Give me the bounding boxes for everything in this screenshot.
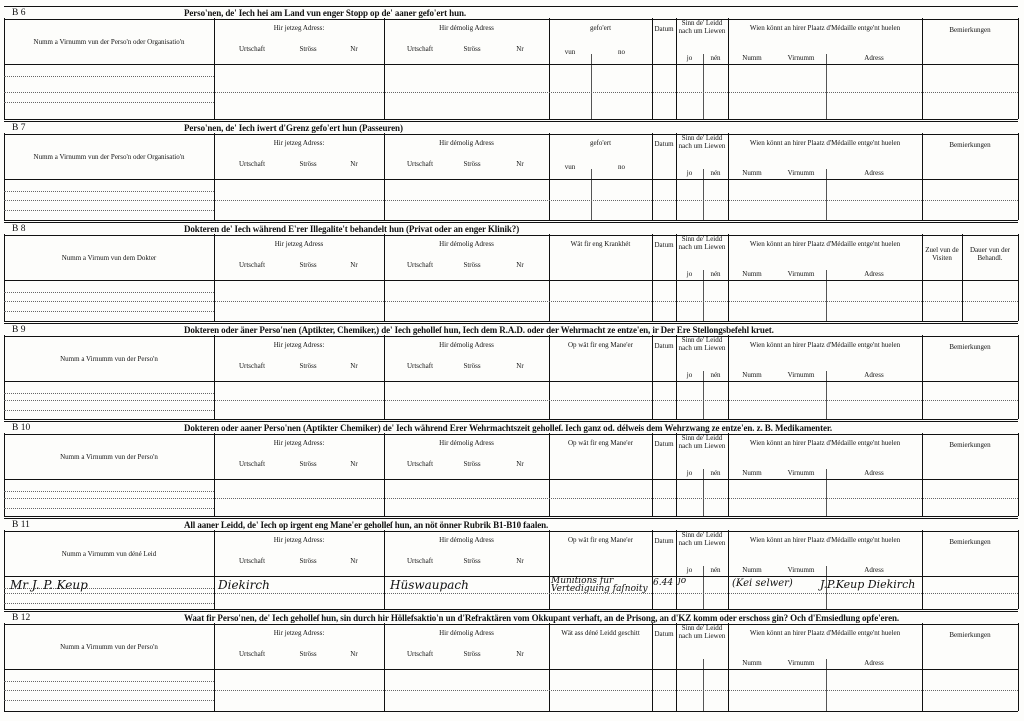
column-rule <box>549 433 550 516</box>
row-rule <box>4 311 214 312</box>
former-address-nr: Nr <box>516 362 524 370</box>
form-page <box>4 3 1020 715</box>
recipient-firstname: Virnumm <box>787 169 815 177</box>
section-b7 <box>4 121 1018 220</box>
third-sub-from: vun <box>564 48 576 56</box>
datum-header: Datum <box>654 241 674 249</box>
column-rule <box>1018 234 1019 321</box>
recipient-address: Adress <box>864 659 884 667</box>
former-address-header: Hir démolig Adress <box>439 139 494 147</box>
column-rule <box>549 18 550 119</box>
former-address-ortschaft: Urtschaft <box>406 650 434 658</box>
section-grid <box>4 433 1018 517</box>
recipient-address: Adress <box>864 270 884 278</box>
current-address-ortschaft: Urtschaft <box>238 557 266 565</box>
datum-header: Datum <box>654 537 674 545</box>
recipient-firstname: Virnumm <box>787 566 815 574</box>
handwritten-street: Hüswaupach <box>390 578 469 592</box>
current-address-strooss: Ströss <box>299 557 317 565</box>
section-b12 <box>4 611 1018 711</box>
former-address-strooss: Ströss <box>463 650 481 658</box>
current-address-header: Hir jetzeg Adress: <box>273 24 325 32</box>
section-id: B 11 <box>12 520 30 530</box>
row-rule <box>4 381 1018 382</box>
current-address-ortschaft: Urtschaft <box>238 362 266 370</box>
current-address-ortschaft: Urtschaft <box>238 45 266 53</box>
section-title: All aaner Leidd, de' Iech op irgent eng Mane'er geholleſ hun, an nöt önner Rubrik B1-B10 faalen. <box>184 520 549 530</box>
alive-header: Sinn de' Leidd nach um Liewen <box>678 19 726 35</box>
former-address-strooss: Ströss <box>463 261 481 269</box>
name-column-header: Numm a Virnumm vun der Perso'n <box>60 355 158 363</box>
alive-header: Sinn de' Leidd nach um Liewen <box>678 531 726 547</box>
row-rule <box>4 400 1018 401</box>
row-rule <box>4 508 214 509</box>
current-address-ortschaft: Urtschaft <box>238 650 266 658</box>
recipient-name: Numm <box>742 54 762 62</box>
recipient-firstname: Virnumm <box>787 54 815 62</box>
alive-no: nén <box>710 270 721 278</box>
former-address-nr: Nr <box>516 261 524 269</box>
recipient-firstname: Virnumm <box>787 659 815 667</box>
row-rule <box>4 92 1018 93</box>
recipient-address: Adress <box>864 54 884 62</box>
current-address-header: Hir jetzeg Adress: <box>273 536 325 544</box>
current-address-ortschaft: Urtschaft <box>238 460 266 468</box>
current-address-nr: Nr <box>350 261 358 269</box>
column-rule <box>652 18 653 119</box>
third-sub-to: no <box>618 48 625 56</box>
column-rule <box>549 234 550 321</box>
section-grid <box>4 133 1018 221</box>
current-address-nr: Nr <box>350 557 358 565</box>
column-rule <box>4 623 5 711</box>
section-id: B 12 <box>12 613 31 623</box>
former-address-strooss: Ströss <box>463 362 481 370</box>
column-rule <box>549 623 550 711</box>
column-rule <box>1018 530 1019 609</box>
remarks-header: Bemierkungen <box>949 141 991 149</box>
column-rule <box>591 169 592 220</box>
handwritten-date: 6.44 <box>653 578 674 588</box>
section-title: Dokteren oder aaner Perso'nen (Aptikter Chemiker) de' Iech während Erer Wehrmachtszeit geholleſ. Iech ganz od. délweis dem Wehrzwang ze entze'en. z. B. Medikamenter. <box>184 423 833 433</box>
recipient-firstname: Virnumm <box>787 371 815 379</box>
row-rule <box>4 179 1018 180</box>
section-id: B 7 <box>12 123 26 133</box>
third-column-header: Op wät fir eng Mane'er <box>567 439 633 447</box>
remarks-header: Bemierkungen <box>949 441 991 449</box>
section-id: B 6 <box>12 8 26 18</box>
column-rule <box>1018 623 1019 711</box>
recipient-name: Numm <box>742 270 762 278</box>
former-address-header: Hir démolig Adress <box>439 439 494 447</box>
section-grid <box>4 623 1018 712</box>
former-address-nr: Nr <box>516 460 524 468</box>
section-grid <box>4 234 1018 322</box>
former-address-strooss: Ströss <box>463 557 481 565</box>
alive-no: nén <box>710 54 721 62</box>
current-address-header: Hir jetzeg Adress: <box>273 439 325 447</box>
name-column-header: Numm a Virnumm vun der Perso'n oder Organisatio'n <box>33 38 185 46</box>
recipient-name: Numm <box>742 659 762 667</box>
section-title: Perso'nen, de' Iech iwert d'Grenz gefo'ert hun (Passeuren) <box>184 123 403 133</box>
row-rule <box>4 681 214 682</box>
row-rule <box>4 479 1018 480</box>
handwritten-alive: jo <box>678 576 687 586</box>
section-id: B 9 <box>12 325 26 335</box>
handwritten-who-name: J.P.Keup Diekirch <box>820 578 916 591</box>
column-rule <box>549 133 550 220</box>
remarks-header: Bemierkungen <box>949 343 991 351</box>
column-rule <box>728 623 729 711</box>
third-column-header: Op wät fir eng Mane'er <box>567 536 633 544</box>
current-address-nr: Nr <box>350 650 358 658</box>
current-address-strooss: Ströss <box>299 45 317 53</box>
medal-recipient-header: Wien könnt an hirer Plaatz d'Médaille entge'nt huelen <box>749 24 901 32</box>
row-rule <box>4 669 1018 670</box>
current-address-strooss: Ströss <box>299 362 317 370</box>
name-column-header: Numm a Virnumm vun der Perso'n <box>60 643 158 651</box>
alive-yes: jo <box>686 270 693 278</box>
section-b9 <box>4 323 1018 419</box>
former-address-strooss: Ströss <box>463 160 481 168</box>
current-address-nr: Nr <box>350 45 358 53</box>
alive-header: Sinn de' Leidd nach um Liewen <box>678 624 726 640</box>
alive-yes: jo <box>686 469 693 477</box>
third-column-header: gefo'ert <box>589 139 612 147</box>
former-address-header: Hir démolig Adress <box>439 536 494 544</box>
alive-header: Sinn de' Leidd nach um Liewen <box>678 336 726 352</box>
datum-header: Datum <box>654 342 674 350</box>
medal-recipient-header: Wien könnt an hirer Plaatz d'Médaille entge'nt huelen <box>749 139 901 147</box>
name-column-header: Numm a Virnumm vun der Perso'n <box>60 453 158 461</box>
column-rule <box>384 18 385 119</box>
alive-yes: jo <box>686 54 693 62</box>
name-column-header: Numm a Virnumm vun der Perso'n oder Organisatio'n <box>33 153 185 161</box>
former-address-header: Hir démolig Adress <box>439 629 494 637</box>
alive-yes: jo <box>686 566 693 574</box>
section-b10 <box>4 421 1018 516</box>
alive-header: Sinn de' Leidd nach um Liewen <box>678 134 726 150</box>
current-address-nr: Nr <box>350 460 358 468</box>
row-rule <box>4 576 1018 577</box>
former-address-strooss: Ströss <box>463 460 481 468</box>
name-column-header: Numm a Virnumm vun déné Leid <box>61 550 157 558</box>
current-address-header: Hir jetzeg Adress: <box>273 139 325 147</box>
row-rule <box>4 593 1018 594</box>
row-rule <box>4 690 1018 691</box>
medal-recipient-header: Wien könnt an hirer Plaatz d'Médaille entge'nt huelen <box>749 240 901 248</box>
former-address-header: Hir démolig Adress <box>439 240 494 248</box>
current-address-nr: Nr <box>350 160 358 168</box>
column-rule <box>549 530 550 609</box>
row-rule <box>4 301 1018 302</box>
section-title: Waat fir Perso'nen, de' Iech geholleſ hun, sin durch hir Höllefsaktio'n un d'Refraktären vom Okkupant verhaft, an de Prisong, an d'KZ komm oder erschoss gin? Och d'Emsiedlung opfe'eren. <box>184 613 900 623</box>
former-address-strooss: Ströss <box>463 45 481 53</box>
row-rule <box>4 603 214 604</box>
row-rule <box>4 410 214 411</box>
column-rule <box>4 133 5 220</box>
handwritten-who: (Kei selwer) <box>732 578 793 589</box>
former-address-nr: Nr <box>516 650 524 658</box>
former-address-nr: Nr <box>516 160 524 168</box>
row-rule <box>4 76 214 77</box>
recipient-firstname: Virnumm <box>787 270 815 278</box>
datum-header: Datum <box>654 440 674 448</box>
section-title: Perso'nen, de' Iech hei am Land vun enger Stopp op de' aaner gefo'ert hun. <box>184 8 467 18</box>
section-title: Dokteren de' Iech während E'rer Illegalite't behandelt hun (Privat oder an enger Klinik?) <box>184 224 520 234</box>
recipient-name: Numm <box>742 169 762 177</box>
alive-no: nén <box>710 469 721 477</box>
section-grid <box>4 18 1018 120</box>
former-address-ortschaft: Urtschaft <box>406 45 434 53</box>
recipient-address: Adress <box>864 469 884 477</box>
row-rule <box>4 200 1018 201</box>
third-column-header: Wät fir eng Krankhét <box>570 240 631 248</box>
row-rule <box>4 102 214 103</box>
row-rule <box>4 191 214 192</box>
column-rule <box>214 18 215 119</box>
current-address-header: Hir jetzeg Adress <box>274 240 324 248</box>
recipient-name: Numm <box>742 371 762 379</box>
alive-no: nén <box>710 169 721 177</box>
section-b11 <box>4 518 1018 609</box>
row-rule <box>4 280 1018 281</box>
former-address-ortschaft: Urtschaft <box>406 261 434 269</box>
alive-header: Sinn de' Leidd nach um Liewen <box>678 235 726 251</box>
former-address-nr: Nr <box>516 45 524 53</box>
column-rule <box>549 335 550 419</box>
column-rule <box>1018 133 1019 220</box>
medal-recipient-header: Wien könnt an hirer Plaatz d'Médaille entge'nt huelen <box>749 341 901 349</box>
visits-header: Zuel vun de Visiten <box>925 246 959 262</box>
remarks-header: Bemierkungen <box>949 26 991 34</box>
handwritten-manner: Munitions für Vertediguing faſnoity <box>551 576 648 594</box>
datum-header: Datum <box>654 630 674 638</box>
third-sub-to: no <box>618 163 625 171</box>
column-rule <box>728 18 729 119</box>
handwritten-town: Diekirch <box>218 578 270 592</box>
section-id: B 8 <box>12 224 26 234</box>
remarks-header: Bemierkungen <box>949 538 991 546</box>
datum-header: Datum <box>654 25 674 33</box>
remarks-header: Bemierkungen <box>949 631 991 639</box>
section-grid <box>4 335 1018 420</box>
column-rule <box>1018 433 1019 516</box>
recipient-address: Adress <box>864 371 884 379</box>
former-address-nr: Nr <box>516 557 524 565</box>
column-rule <box>1018 335 1019 419</box>
medal-recipient-header: Wien könnt an hirer Plaatz d'Médaille entge'nt huelen <box>749 536 901 544</box>
current-address-strooss: Ströss <box>299 460 317 468</box>
former-address-header: Hir démolig Adress <box>439 341 494 349</box>
name-column-header: Numm a Virnum vun dem Dokter <box>61 254 157 262</box>
medal-recipient-header: Wien könnt an hirer Plaatz d'Médaille entge'nt huelen <box>749 439 901 447</box>
row-rule <box>4 64 1018 65</box>
row-rule <box>4 700 214 701</box>
row-rule <box>4 498 1018 499</box>
section-b8 <box>4 222 1018 321</box>
row-rule <box>4 393 214 394</box>
medal-recipient-header: Wien könnt an hirer Plaatz d'Médaille entge'nt huelen <box>749 629 901 637</box>
recipient-address: Adress <box>864 169 884 177</box>
current-address-strooss: Ströss <box>299 261 317 269</box>
column-rule <box>4 530 5 609</box>
row-rule <box>4 210 214 211</box>
alive-no: nén <box>710 371 721 379</box>
current-address-strooss: Ströss <box>299 160 317 168</box>
recipient-name: Numm <box>742 469 762 477</box>
row-rule <box>4 491 214 492</box>
third-column-header: Wät ass déné Leidd geschitt <box>561 629 640 637</box>
current-address-nr: Nr <box>350 362 358 370</box>
column-rule <box>4 433 5 516</box>
section-b6 <box>4 6 1018 119</box>
recipient-name: Numm <box>742 566 762 574</box>
column-rule <box>1018 18 1019 119</box>
third-column-header: Op wät fir eng Mane'er <box>567 341 633 349</box>
former-address-ortschaft: Urtschaft <box>406 160 434 168</box>
recipient-firstname: Virnumm <box>787 469 815 477</box>
duration-header: Dauer vun der Behandl. <box>969 246 1011 262</box>
handwritten-name: Mr J. P. Keup <box>10 578 88 592</box>
column-rule <box>703 659 704 711</box>
section-id: B 10 <box>12 423 31 433</box>
current-address-strooss: Ströss <box>299 650 317 658</box>
former-address-header: Hir démolig Adress <box>439 24 494 32</box>
former-address-ortschaft: Urtschaft <box>406 362 434 370</box>
third-sub-from: vun <box>564 163 576 171</box>
column-rule <box>4 335 5 419</box>
current-address-header: Hir jetzeg Adress: <box>273 341 325 349</box>
column-rule <box>4 18 5 119</box>
column-rule <box>4 234 5 321</box>
alive-header: Sinn de' Leidd nach um Liewen <box>678 434 726 450</box>
former-address-ortschaft: Urtschaft <box>406 557 434 565</box>
third-column-header: gefo'ert <box>589 24 612 32</box>
former-address-ortschaft: Urtschaft <box>406 460 434 468</box>
alive-yes: jo <box>686 371 693 379</box>
current-address-header: Hir jetzeg Adress: <box>273 629 325 637</box>
datum-header: Datum <box>654 140 674 148</box>
section-title: Dokteren oder äner Perso'nen (Aptikter, Chemiker,) de' Iech geholleſ hun, Iech dem R.A.D. oder der Wehrmacht ze entze'en, ir Der Ere Stellongsbefehl kruet. <box>184 325 774 335</box>
current-address-ortschaft: Urtschaft <box>238 160 266 168</box>
recipient-address: Adress <box>864 566 884 574</box>
alive-yes: jo <box>686 169 693 177</box>
row-rule <box>4 292 214 293</box>
section-grid <box>4 530 1018 610</box>
current-address-ortschaft: Urtschaft <box>238 261 266 269</box>
alive-no: nén <box>710 566 721 574</box>
